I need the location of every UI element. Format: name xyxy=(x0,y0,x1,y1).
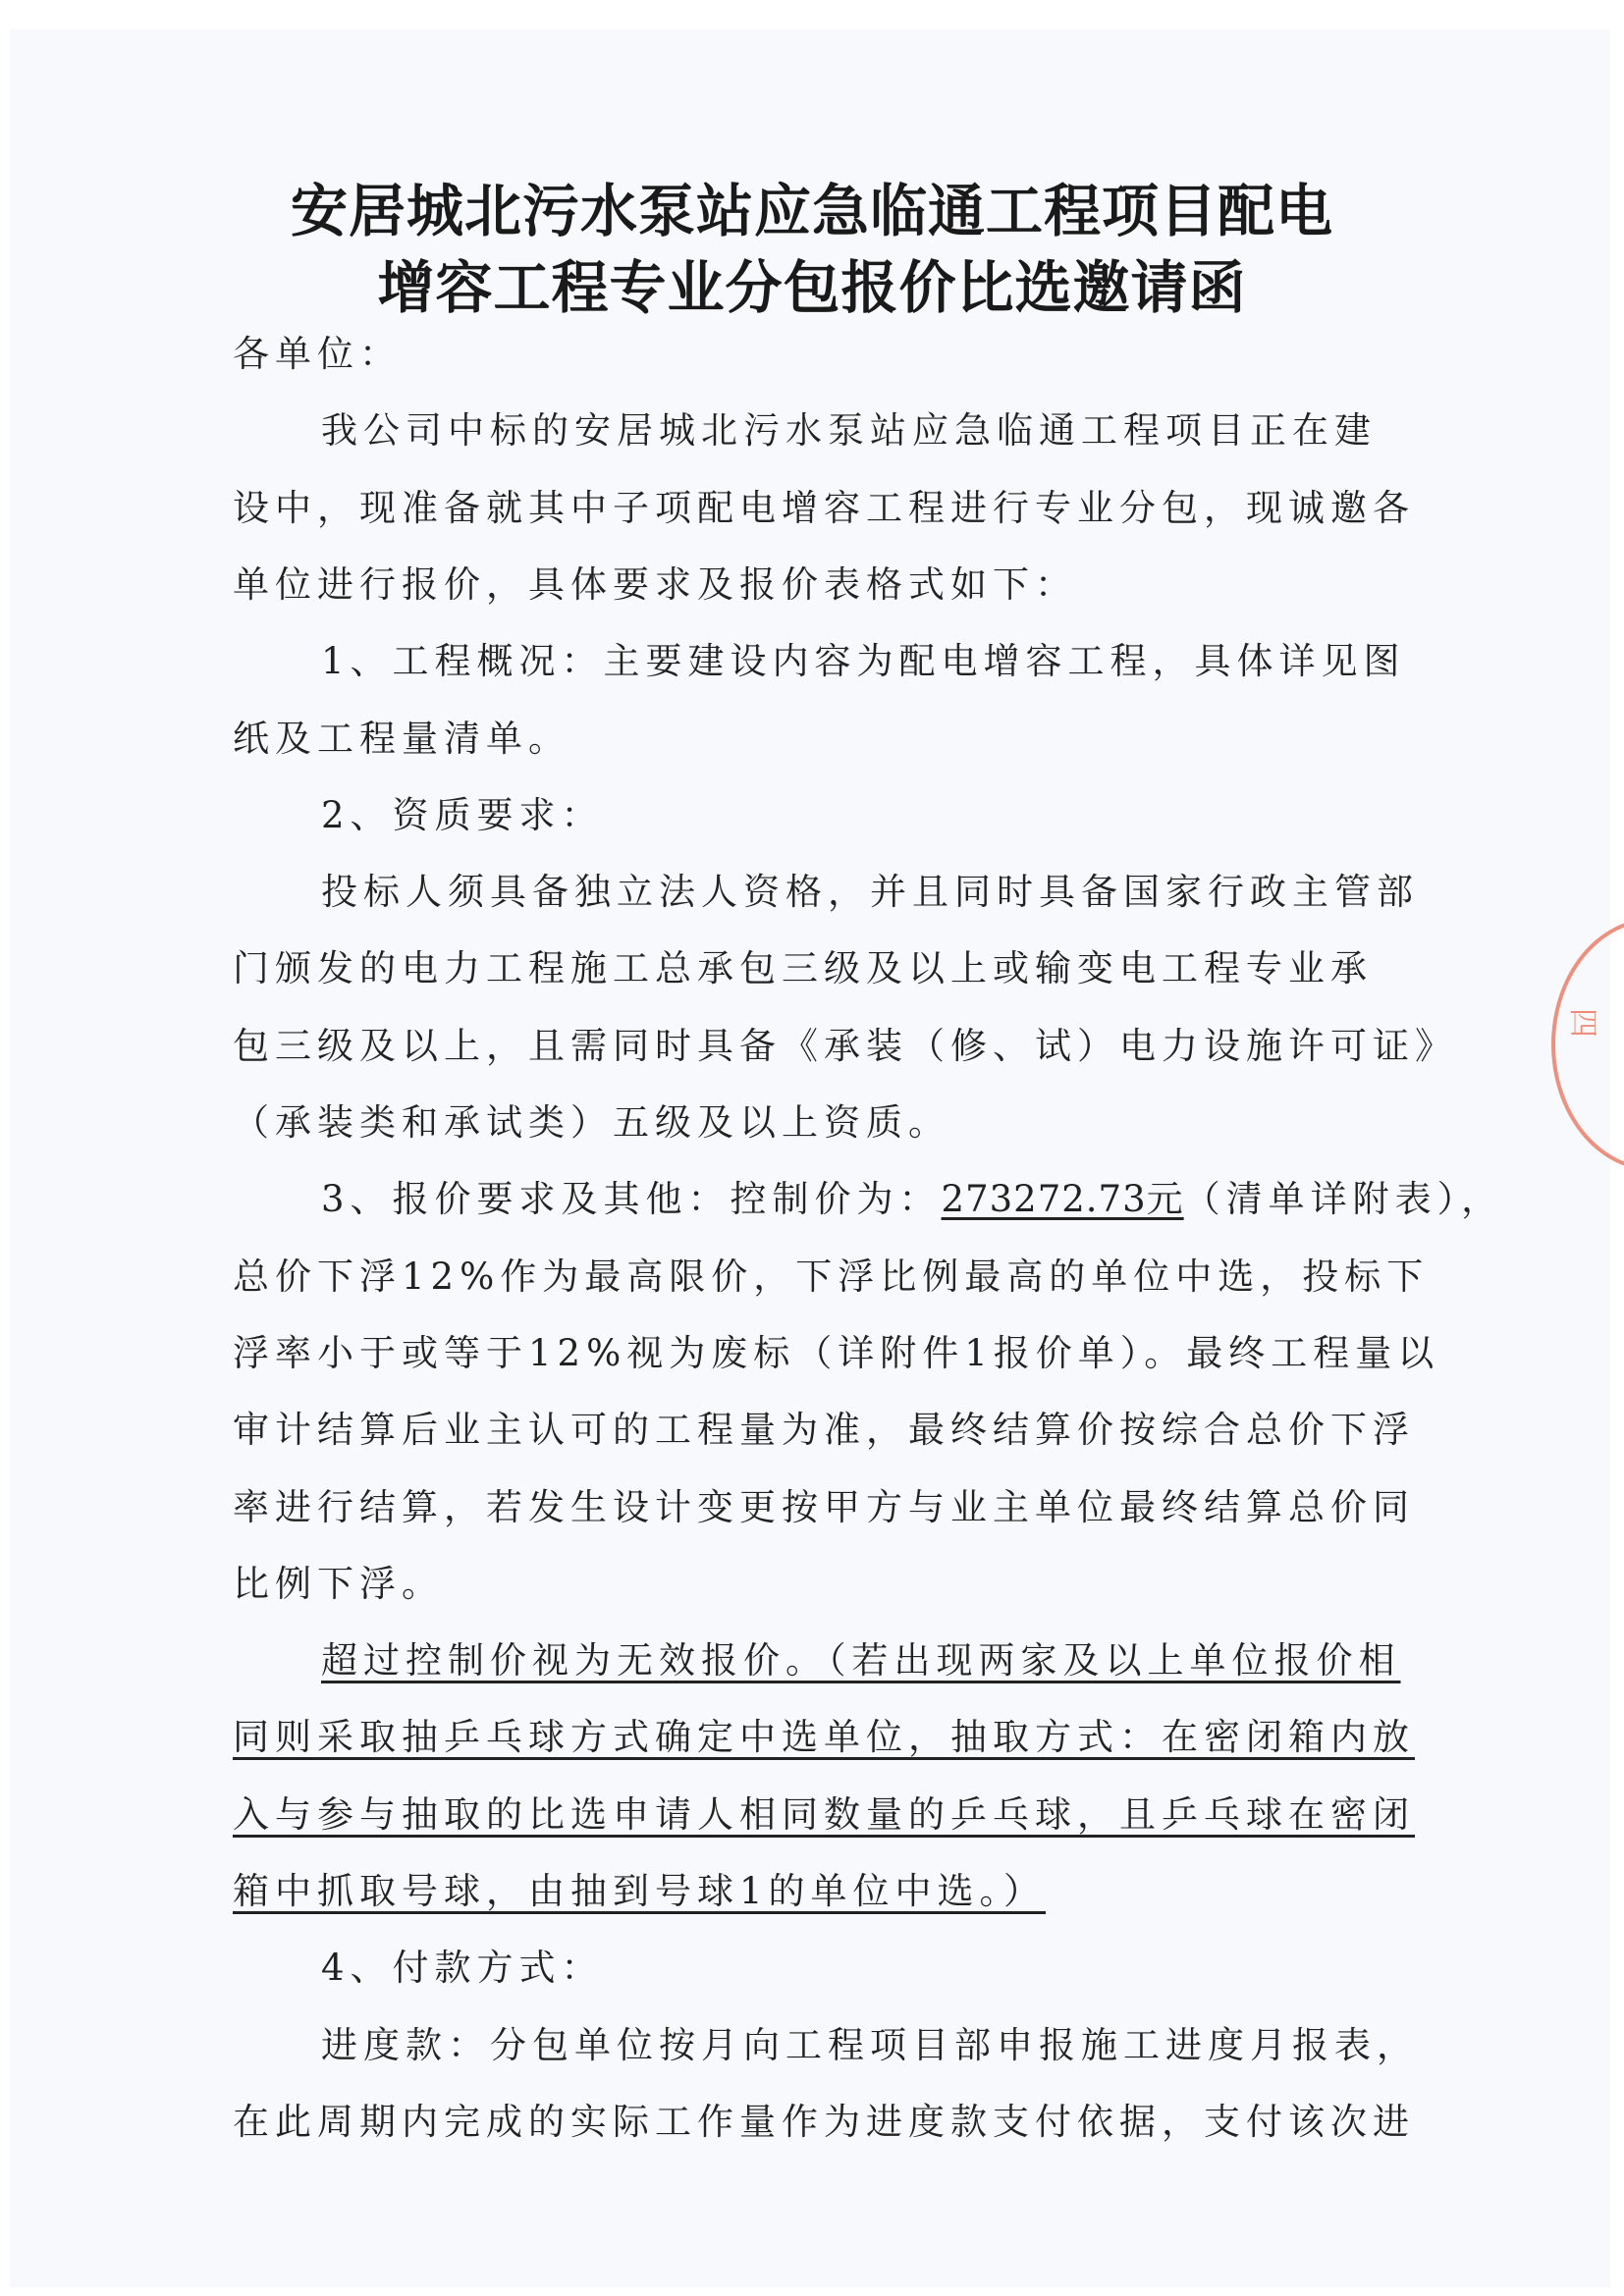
underlined-note-text: 入与参与抽取的比选申请人相同数量的乒乓球，且乒乓球在密闭 xyxy=(233,1792,1415,1836)
section3-line: 浮率小于或等于12%视为废标（详附件1报价单）。最终工程量以 xyxy=(233,1331,1440,1374)
section3-line: 总价下浮12%作为最高限价，下浮比例最高的单位中选，投标下 xyxy=(233,1255,1430,1298)
red-seal-text: 四 xyxy=(1565,1008,1599,1038)
section3-line: 审计结算后业主认可的工程量为准，最终结算价按综合总价下浮 xyxy=(233,1409,1415,1452)
underlined-note-line xyxy=(233,1630,1460,1683)
intro-line: 设中，现准备就其中子项配电增容工程进行专业分包，现诚邀各 xyxy=(233,486,1415,529)
underlined-note-text: 同则采取抽乒乓球方式确定中选单位，抽取方式：在密闭箱内放 xyxy=(233,1716,1415,1759)
underlined-note-text: 超过控制价视为无效报价。（若出现两家及以上单位报价相 xyxy=(321,1639,1401,1682)
document-title-line-2: 增容工程专业分包报价比选邀请函 xyxy=(377,254,1247,321)
section1-line: 纸及工程量清单。 xyxy=(233,717,570,760)
section3-line: 率进行结算，若发生设计变更按甲方与业主单位最终结算总价同 xyxy=(233,1485,1415,1528)
document-title-line-1: 安居城北污水泵站应急临通工程项目配电 xyxy=(290,178,1333,244)
salutation: 各单位： xyxy=(233,333,402,375)
section2-heading: 2、资质要求： xyxy=(321,793,604,836)
section2-line: 门颁发的电力工程施工总承包三级及以上或输变电工程专业承 xyxy=(233,947,1373,990)
section4-line: 在此周期内完成的实际工作量作为进度款支付依据，支付该次进 xyxy=(233,2100,1415,2143)
underlined-note-line xyxy=(233,1707,1415,1760)
underlined-note-line xyxy=(233,1785,1415,1838)
intro-line: 单位进行报价，具体要求及报价表格式如下： xyxy=(233,562,1077,606)
section3-line: 比例下浮。 xyxy=(233,1562,444,1605)
section3-suffix: （清单详附表）， xyxy=(1183,1178,1504,1221)
section2-line: （承装类和承试类）五级及以上资质。 xyxy=(233,1101,950,1144)
section4-heading: 4、付款方式： xyxy=(321,1947,604,1990)
section3-first-line xyxy=(233,1169,1504,1222)
section4-line: 进度款：分包单位按月向工程项目部申报施工进度月报表， xyxy=(321,2023,1419,2066)
underlined-note-text: 箱中抓取号球，由抽到号球1的单位中选。） xyxy=(233,1870,1047,1912)
section3-prefix: 3、报价要求及其他：控制价为： xyxy=(321,1178,942,1221)
section2-line: 包三级及以上，且需同时具备《承装（修、试）电力设施许可证》 xyxy=(233,1024,1457,1067)
control-price: 273272.73元 xyxy=(941,1178,1184,1221)
section2-line: 投标人须具备独立法人资格，并且同时具备国家行政主管部 xyxy=(321,871,1419,914)
underlined-note-line xyxy=(233,1861,1372,1914)
section1-line: 1、工程概况：主要建设内容为配电增容工程，具体详见图 xyxy=(321,640,1406,683)
intro-line: 我公司中标的安居城北污水泵站应急临通工程项目正在建 xyxy=(321,409,1377,453)
